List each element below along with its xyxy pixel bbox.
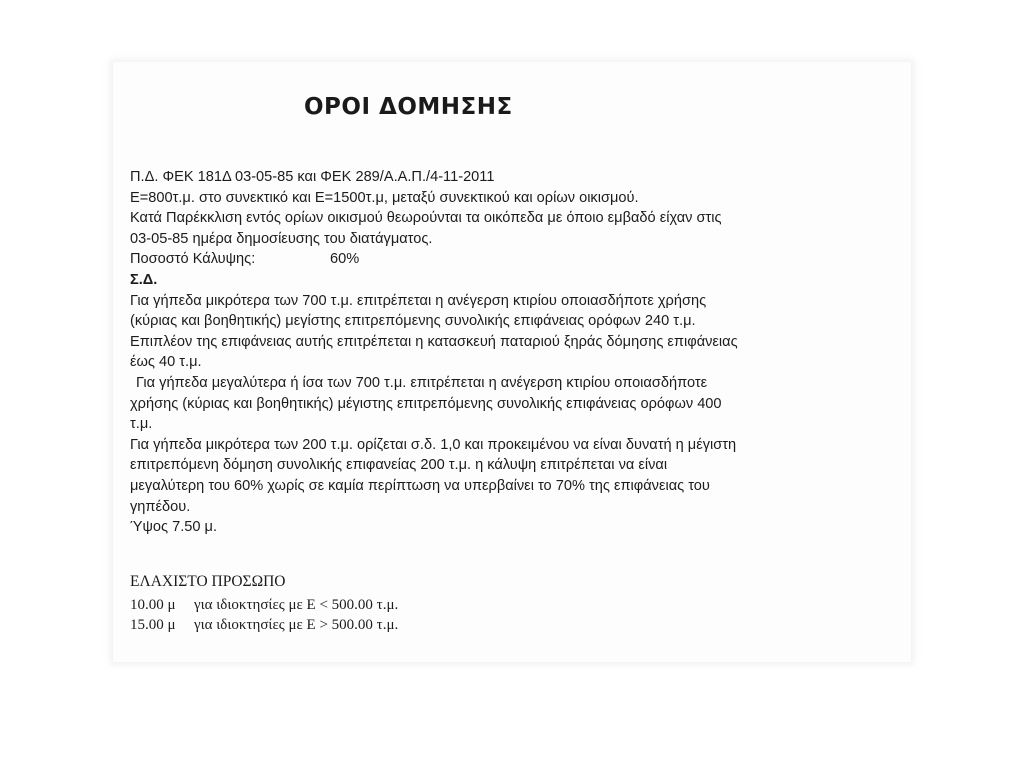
rule3-line-2: επιτρεπόμενη δόμηση συνολικής επιφανείας 200 τ.μ. η κάλυψη επιτρέπεται να είναι — [130, 457, 668, 474]
rule3-line-4: γηπέδου. — [130, 498, 191, 515]
frontage-value: 15.00 μ — [130, 617, 176, 633]
rule3-line-3: μεγαλύτερη του 60% χωρίς σε καμία περίπτωση να υπερβαίνει το 70% της επιφάνειας του — [130, 477, 710, 494]
min-area-line: Ε=800τ.μ. στο συνεκτικό και Ε=1500τ.μ, μεταξύ συνεκτικού και ορίων οικισμού. — [130, 189, 639, 206]
frontage-text: για ιδιοκτησίες με Ε > 500.00 τ.μ. — [194, 617, 399, 633]
rule1-line-4: έως 40 τ.μ. — [130, 354, 202, 371]
exception-line-2: 03-05-85 ημέρα δημοσίευσης του διατάγματος. — [130, 230, 433, 247]
decree-line: Π.Δ. ΦΕΚ 181Δ 03-05-85 και ΦΕΚ 289/Α.Α.Π./4-11-2011 — [130, 169, 495, 185]
coverage-value: 60% — [330, 251, 360, 268]
coverage-label: Ποσοστό Κάλυψης: — [130, 251, 256, 268]
frontage-text: για ιδιοκτησίες με Ε < 500.00 τ.μ. — [194, 596, 399, 613]
sd-heading: Σ.Δ. — [130, 271, 158, 288]
height-line: Ύψος 7.50 μ. — [130, 519, 218, 536]
rule1-line-2: (κύριας και βοηθητικής) μεγίστης επιτρεπόμενης συνολικής επιφάνειας ορόφων 240 τ.μ. — [130, 313, 696, 330]
frontage-row — [130, 595, 398, 616]
rule2-line-2: χρήσης (κύριας και βοηθητικής) μέγιστης επιτρεπόμενης συνολικής επιφάνειας ορόφων 400 — [130, 395, 722, 412]
frontage-value: 10.00 μ — [130, 596, 176, 613]
rule2-line-3: τ.μ. — [130, 416, 153, 433]
exception-line-1: Κατά Παρέκκλιση εντός ορίων οικισμού θεωρούνται τα οικόπεδα με όποιο εμβαδό είχαν στις — [130, 210, 722, 227]
rule2-line-1: Για γήπεδα μεγαλύτερα ή ίσα των 700 τ.μ. επιτρέπεται η ανέγερση κτιρίου οποιασδήποτε — [136, 374, 708, 391]
frontage-row — [130, 615, 398, 636]
min-frontage-section — [130, 572, 398, 636]
rule1-line-3: Επιπλέον της επιφάνειας αυτής επιτρέπεται η κατασκευή παταριού ξηράς δόμησης επιφάνειας — [130, 333, 738, 350]
min-frontage-heading: ΕΛΑΧΙΣΤΟ ΠΡΟΣΩΠΟ — [130, 573, 286, 590]
document-body — [130, 167, 890, 538]
rule1-line-1: Για γήπεδα μικρότερα των 700 τ.μ. επιτρέπεται η ανέγερση κτιρίου οποιασδήποτε χρήσης — [130, 292, 707, 309]
coverage-row — [130, 249, 890, 270]
rule3-line-1: Για γήπεδα μικρότερα των 200 τ.μ. ορίζεται σ.δ. 1,0 και προκειμένου να είναι δυνατή η μέγιστη — [130, 436, 737, 453]
document-title: ΟΡΟΙ ΔΟΜΗΣΗΣ — [304, 94, 513, 120]
